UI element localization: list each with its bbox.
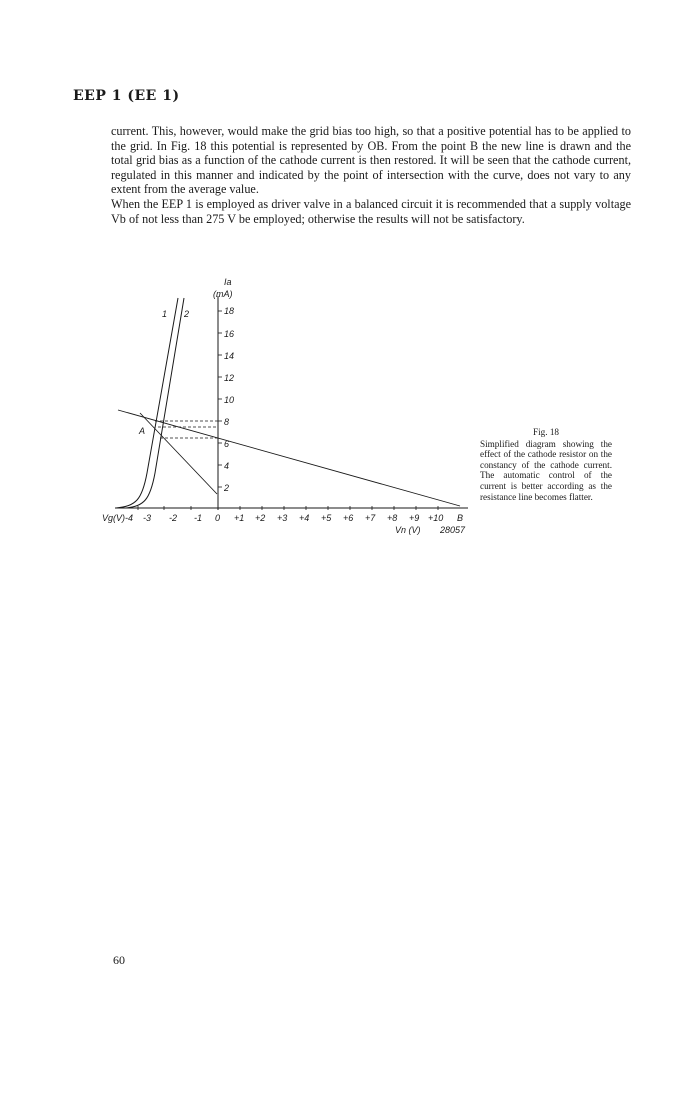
curve-1 xyxy=(116,298,178,508)
y-axis-label: Ia xyxy=(224,278,232,287)
paragraph-1: current. This, however, would make the grid bias too high, so that a positive potential has to be applied to the grid. In Fig. 18 this potential is represented by OB. From the point B the new line is drawn and the total grid bias as a function of the cathode current is then restored. It will be seen that the cathode current, regulated in this manner and indicated by the point of intersection with the curve, does not vary to any extent from the average value. xyxy=(111,124,631,197)
x-tick-label: -1 xyxy=(194,513,203,523)
y-tick-label: 10 xyxy=(224,395,235,405)
y-tick-marks xyxy=(218,311,222,487)
x-tick-label: +7 xyxy=(365,513,376,523)
x-tick-label: -3 xyxy=(143,513,152,523)
x-axis-left-label: Vg(V)-4 xyxy=(102,513,134,523)
figure-caption xyxy=(480,427,612,502)
x-tick-label: +6 xyxy=(343,513,354,523)
resistance-line-original xyxy=(140,413,217,494)
figure-number: 28057 xyxy=(440,525,466,535)
y-tick-label: 18 xyxy=(224,306,235,316)
point-b-label: B xyxy=(457,513,464,523)
body-text xyxy=(111,124,631,226)
x-axis-label: Vn (V) xyxy=(395,525,421,535)
x-tick-label: +4 xyxy=(299,513,310,523)
y-tick-label: 8 xyxy=(224,417,230,427)
x-tick-label: +8 xyxy=(387,513,398,523)
y-tick-label: 14 xyxy=(224,351,235,361)
running-header: EEP 1 (EE 1) xyxy=(73,88,180,104)
x-tick-label: 0 xyxy=(215,513,221,523)
x-tick-label: +1 xyxy=(234,513,245,523)
point-a-label: A xyxy=(139,426,146,436)
caption-text: Simplified diagram showing the effect of the cathode resistor on the constancy of the cathode current. The automatic control of the current is better according as the resistance line becomes flatter. xyxy=(480,438,612,502)
curve-2 xyxy=(126,298,184,508)
y-axis-unit: (mA) xyxy=(213,289,233,299)
x-tick-label: +10 xyxy=(428,513,444,523)
figure-18 xyxy=(100,278,480,556)
caption-title: Fig. 18 xyxy=(532,427,560,437)
page-number: 60 xyxy=(113,953,125,967)
x-tick-label: +3 xyxy=(277,513,288,523)
y-tick-label: 16 xyxy=(224,329,235,339)
curve-1-label: 1 xyxy=(162,309,168,319)
paragraph-2: When the EEP 1 is employed as driver valve in a balanced circuit it is recommended that a supply voltage Vb of not less than 275 V be employed; otherwise the results will not be satisfactory. xyxy=(111,196,631,226)
y-tick-label: 2 xyxy=(224,483,230,493)
y-tick-label: 6 xyxy=(224,439,230,449)
y-tick-label: 4 xyxy=(224,461,230,471)
y-tick-label: 12 xyxy=(224,373,235,383)
x-tick-label: -2 xyxy=(169,513,178,523)
resistance-line-new xyxy=(118,410,460,506)
curve-2-label: 2 xyxy=(184,309,190,319)
x-tick-label: +9 xyxy=(409,513,420,523)
x-tick-label: +2 xyxy=(255,513,266,523)
x-tick-label: +5 xyxy=(321,513,332,523)
grid-bias-diagram xyxy=(100,278,480,556)
